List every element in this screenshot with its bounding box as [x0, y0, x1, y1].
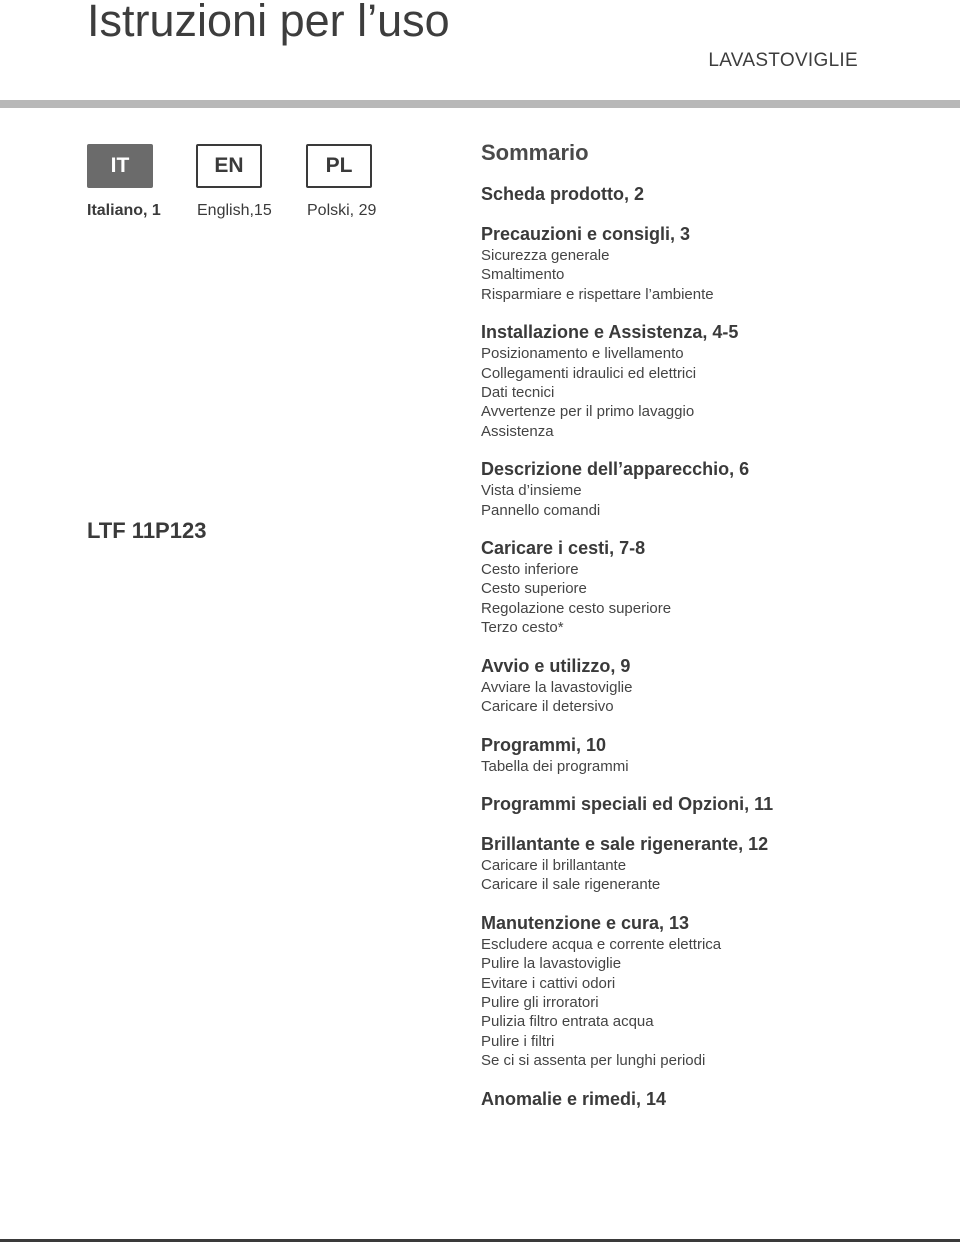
toc-entry[interactable]: Terzo cesto* [481, 619, 564, 637]
toc-entry[interactable]: Tabella dei programmi [481, 757, 629, 775]
toc-section [481, 654, 941, 717]
page-title: Istruzioni per l’uso [87, 0, 450, 46]
toc-section [481, 832, 941, 895]
toc-entry[interactable]: Evitare i cattivi odori [481, 974, 616, 992]
toc-section-title[interactable]: Programmi speciali ed Opzioni, 11 [481, 793, 774, 814]
lang-label-en[interactable]: English,15 [197, 202, 272, 219]
toc-section-title[interactable]: Avvio e utilizzo, 9 [481, 655, 631, 676]
toc-section [481, 792, 941, 816]
toc-section-title[interactable]: Brillantante e sale rigenerante, 12 [481, 833, 769, 854]
toc-section [481, 320, 941, 441]
toc-entry[interactable]: Cesto inferiore [481, 561, 579, 579]
toc-entry[interactable]: Cesto superiore [481, 580, 587, 598]
toc-sections [481, 182, 941, 1111]
toc-entry[interactable]: Avviare la lavastoviglie [481, 678, 633, 696]
toc-section [481, 457, 941, 520]
toc-entry[interactable]: Posizionamento e livellamento [481, 345, 684, 363]
toc-entry[interactable]: Pannello comandi [481, 501, 601, 519]
toc-entry[interactable]: Caricare il sale rigenerante [481, 876, 661, 894]
toc-entry[interactable]: Risparmiare e rispettare l’ambiente [481, 285, 714, 303]
toc-section [481, 222, 941, 304]
toc-heading: Sommario [481, 140, 589, 165]
toc-section-title[interactable]: Scheda prodotto, 2 [481, 184, 645, 204]
model-number: LTF 11P123 [87, 518, 207, 543]
toc-section [481, 733, 941, 776]
lang-badge-en[interactable]: EN [196, 144, 262, 188]
toc-section-title[interactable]: Anomalie e rimedi, 14 [481, 1088, 667, 1109]
toc-section-title[interactable]: Descrizione dell’apparecchio, 6 [481, 459, 750, 480]
toc-section-title[interactable]: Manutenzione e cura, 13 [481, 912, 690, 933]
toc-entry[interactable]: Smaltimento [481, 266, 565, 284]
toc-entry[interactable]: Pulire gli irroratori [481, 993, 599, 1011]
toc-section [481, 536, 941, 638]
toc-section [481, 1087, 941, 1111]
toc-section [481, 911, 941, 1071]
lang-label-it[interactable]: Italiano, 1 [87, 202, 161, 219]
header-divider [0, 100, 960, 108]
toc-entry[interactable]: Regolazione cesto superiore [481, 599, 672, 617]
toc-entry[interactable]: Caricare il detersivo [481, 698, 614, 716]
toc-entry[interactable]: Avvertenze per il primo lavaggio [481, 403, 695, 421]
toc-entry[interactable]: Pulire la lavastoviglie [481, 955, 622, 973]
toc-entry[interactable]: Escludere acqua e corrente elettrica [481, 935, 722, 953]
toc-section-title[interactable]: Precauzioni e consigli, 3 [481, 224, 691, 244]
toc-section [481, 182, 941, 206]
lang-label-pl[interactable]: Polski, 29 [307, 202, 377, 219]
footer-divider [0, 1239, 960, 1242]
table-of-contents [481, 140, 941, 1127]
toc-section-title[interactable]: Installazione e Assistenza, 4-5 [481, 322, 739, 343]
toc-entry[interactable]: Collegamenti idraulici ed elettrici [481, 364, 697, 382]
toc-section-title[interactable]: Caricare i cesti, 7-8 [481, 538, 646, 559]
toc-entry[interactable]: Pulizia filtro entrata acqua [481, 1013, 654, 1031]
lang-badge-pl[interactable]: PL [306, 144, 372, 188]
toc-entry[interactable]: Se ci si assenta per lunghi periodi [481, 1052, 706, 1070]
toc-section-title[interactable]: Programmi, 10 [481, 734, 607, 755]
toc-entry[interactable]: Caricare il brillantante [481, 856, 627, 874]
product-type: LAVASTOVIGLIE [708, 50, 858, 71]
toc-entry[interactable]: Pulire i filtri [481, 1032, 555, 1050]
toc-entry[interactable]: Dati tecnici [481, 384, 555, 402]
toc-entry[interactable]: Assistenza [481, 422, 554, 440]
toc-entry[interactable]: Vista d’insieme [481, 482, 582, 500]
lang-badge-it[interactable]: IT [87, 144, 153, 188]
toc-entry[interactable]: Sicurezza generale [481, 247, 610, 264]
